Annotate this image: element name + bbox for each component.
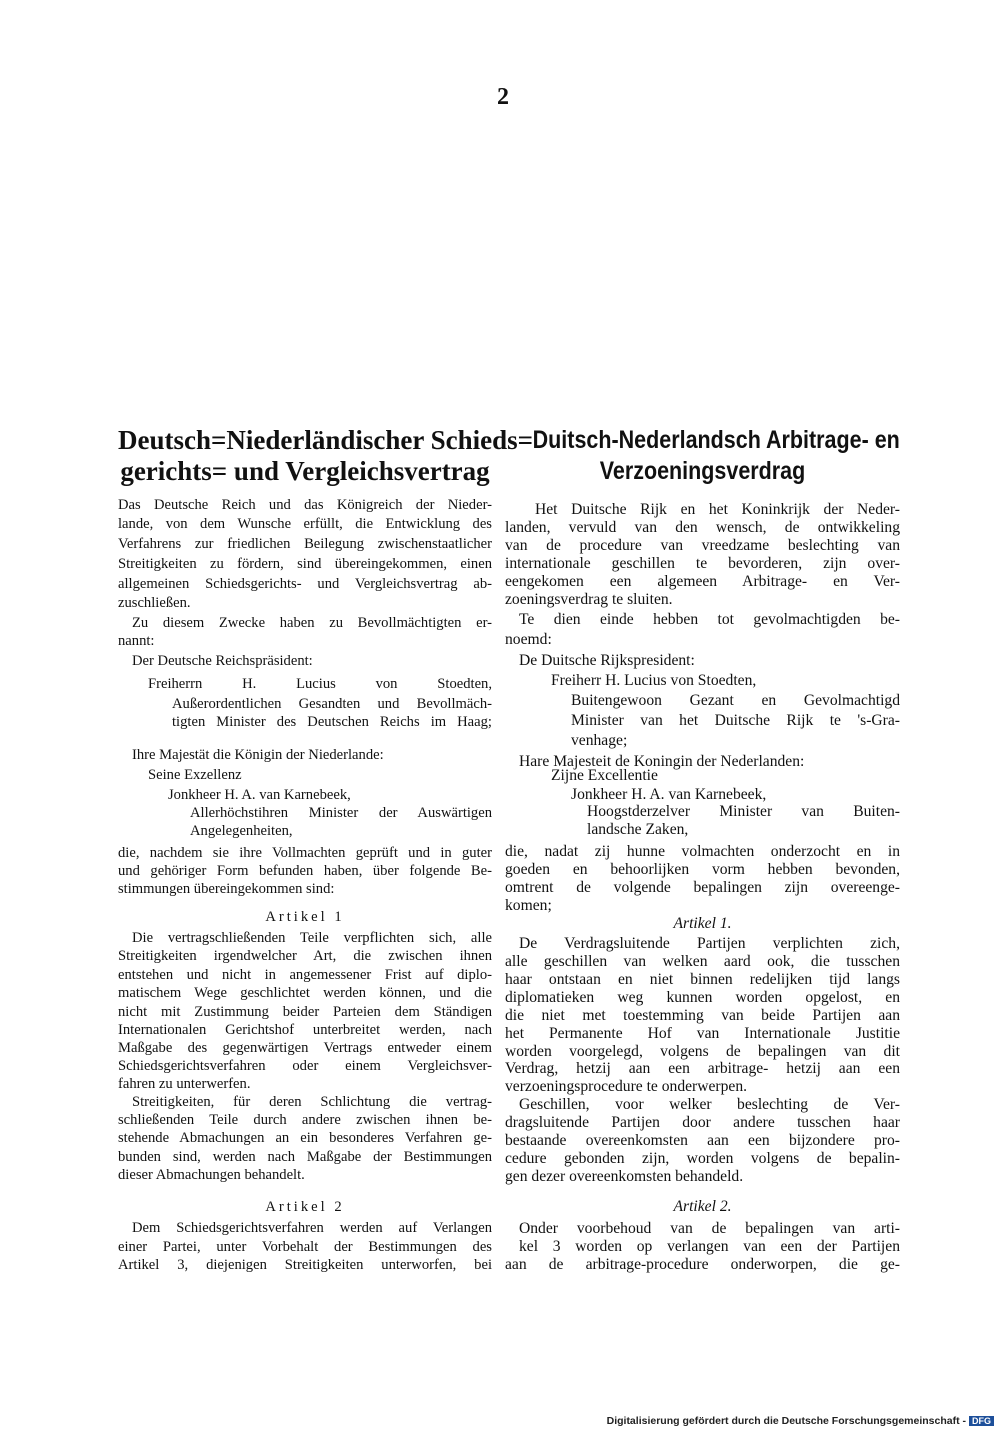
text-line: dieser Abmachungen behandelt.: [118, 1167, 305, 1183]
text-line: De Verdragsluitende Partijen verplichten zich,: [519, 935, 900, 952]
text-line: Zijne Excellentie: [551, 767, 658, 784]
text-line: haar ontstaan en niet binnen redelijken tijd langs: [505, 971, 900, 988]
text-line: Geschillen, voor welker beslechting de Ver-: [519, 1096, 900, 1113]
text-line: Zu diesem Zwecke haben zu Bevollmächtigten er-: [132, 615, 492, 631]
text-line: diplomatieken weg kunnen worden opgelost, en: [505, 989, 900, 1006]
text-line: Hoogstderzelver Minister van Buiten-: [587, 803, 900, 820]
text-line: Streitigkeiten, für deren Schlichtung die vertrag-: [132, 1094, 492, 1110]
page-number: 2: [497, 84, 509, 110]
footer-text: Digitalisierung gefördert durch die Deutsche Forschungsgemeinschaft -: [606, 1415, 966, 1427]
text-line: Internationalen Gerichtshof unterbreitet werden, nach: [118, 1022, 492, 1038]
text-line: goeden en behoorlijken vorm hebben bevonden,: [505, 861, 900, 878]
text-line: Dem Schiedsgerichtsverfahren werden auf Verlangen: [132, 1220, 492, 1236]
text-line: schließenden Teile durch andere zwischen ihnen be-: [118, 1112, 492, 1128]
dfg-logo: DFG: [969, 1416, 994, 1426]
title-line: Duitsch-Nederlandsch Arbitrage- en: [532, 426, 900, 454]
text-line: matischem Wege geschlichtet werden können, und die: [118, 985, 492, 1001]
text-line: Freiherrn H. Lucius von Stoedten,: [148, 676, 492, 692]
text-line: Het Duitsche Rijk en het Koninkrijk der Neder-: [535, 501, 900, 518]
text-line: bunden sind, werden nach Maßgabe der Bestimmungen: [118, 1149, 492, 1165]
text-line: noemd:: [505, 631, 552, 648]
text-line: tigten Minister des Deutschen Reichs im Haag;: [172, 714, 492, 730]
text-line: Jonkheer H. A. van Karnebeek,: [168, 787, 351, 803]
text-line: Hare Majesteit de Koningin der Nederlanden:: [519, 753, 805, 770]
article-heading: Artikel 2.: [673, 1198, 732, 1215]
text-line: Der Deutsche Reichspräsident:: [132, 653, 313, 669]
text-line: komen;: [505, 897, 552, 914]
text-line: Das Deutsche Reich und das Königreich der Nieder-: [118, 497, 492, 513]
text-line: Die vertragschließenden Teile verpflichten sich, alle: [132, 930, 492, 946]
text-line: Maßgabe des gegenwärtigen Vertrags entweder einem: [118, 1040, 492, 1056]
text-line: dragsluitende Partijen door andere tusschen haar: [505, 1114, 900, 1131]
text-line: worden voorgelegd, volgens de bepalingen van dit: [505, 1043, 900, 1060]
article-heading: Artikel 1.: [673, 915, 732, 932]
text-line: Außerordentlichen Gesandten und Bevollmäch-: [172, 696, 492, 712]
text-line: und gehöriger Form befunden haben, über folgende Be-: [118, 863, 492, 879]
title-line: gerichts= und Vergleichsvertrag: [120, 456, 490, 486]
text-line: Schiedsgerichtsverfahren oder einem Vergleichsver-: [118, 1058, 492, 1074]
title-line: Deutsch=Niederländischer Schieds=: [118, 425, 534, 455]
text-line: Freiherr H. Lucius von Stoedten,: [551, 672, 757, 689]
text-line: einer Partei, unter Vorbehalt der Bestimmungen des: [118, 1239, 492, 1255]
article-heading: Artikel 2: [265, 1199, 345, 1215]
text-line: cedure gebonden zijn, worden volgens de bepalin-: [505, 1150, 900, 1167]
text-line: stimmungen übereingekommen sind:: [118, 881, 335, 897]
text-line: allgemeinen Schiedsgerichts- und Vergleichsvertrag ab-: [118, 576, 492, 592]
text-line: het Permanente Hof van Internationale Justitie: [505, 1025, 900, 1042]
text-line: alle geschillen van welken aard ook, die tusschen: [505, 953, 900, 970]
text-line: eengekomen een algemeen Arbitrage- en Ver-: [505, 573, 900, 590]
title-line: Verzoeningsverdrag: [599, 457, 806, 485]
text-line: verzoeningsprocedure te onderwerpen.: [505, 1078, 748, 1095]
text-line: nicht mit Zustimmung beider Parteien dem Ständigen: [118, 1004, 492, 1020]
text-line: fahren zu unterwerfen.: [118, 1076, 251, 1092]
text-line: entstehen und nicht in angemessener Frist auf diplo-: [118, 967, 492, 983]
text-line: Allerhöchstihren Minister der Auswärtigen: [190, 805, 492, 821]
footer-credit: [607, 1415, 994, 1427]
text-line: nannt:: [118, 633, 155, 649]
text-line: Jonkheer H. A. van Karnebeek,: [571, 786, 767, 803]
text-line: Artikel 3, diejenigen Streitigkeiten unterworfen, bei: [118, 1257, 492, 1273]
text-line: die niet met toestemming van beide Partijen aan: [505, 1007, 900, 1024]
text-line: Te dien einde hebben tot gevolmachtigden be-: [519, 611, 900, 628]
text-line: aan de arbitrage-procedure onderworpen, die ge-: [505, 1256, 900, 1273]
text-line: Ihre Majestät die Königin der Niederlande:: [132, 747, 384, 763]
text-line: landen, vervuld van den wensch, de ontwikkeling: [505, 519, 900, 536]
text-line: die, nachdem sie ihre Vollmachten geprüft und in guter: [118, 845, 492, 861]
text-line: bestaande overeenkomsten aan een bijzondere pro-: [505, 1132, 900, 1149]
text-line: omtrent de volgende bepalingen zijn overeenge-: [505, 879, 900, 896]
text-line: Minister van het Duitsche Rijk te 's-Gra-: [571, 712, 900, 729]
text-line: De Duitsche Rijkspresident:: [519, 652, 695, 669]
text-line: Angelegenheiten,: [190, 823, 293, 839]
article-heading: Artikel 1: [265, 909, 345, 925]
text-line: Streitigkeiten irgendwelcher Art, die zwischen ihnen: [118, 948, 492, 964]
text-line: Verdrag, hetzij aan een arbitrage- hetzij aan een: [505, 1060, 900, 1077]
text-line: Onder voorbehoud van de bepalingen van arti-: [519, 1220, 900, 1237]
text-line: Streitigkeiten zu fördern, sind übereingekommen, einen: [118, 556, 492, 572]
text-line: gen dezer overeenkomsten behandeld.: [505, 1168, 744, 1185]
text-line: Seine Exzellenz: [148, 767, 242, 783]
text-line: lande, von dem Wunsche erfüllt, die Entwicklung des: [118, 516, 492, 532]
text-line: stehende Abmachungen an ein besonderes Verfahren ge-: [118, 1130, 492, 1146]
text-line: venhage;: [571, 732, 628, 749]
text-line: internationale geschillen te bevorderen, zijn over-: [505, 555, 900, 572]
text-line: landsche Zaken,: [587, 821, 689, 838]
text-line: zuschließen.: [118, 595, 191, 611]
text-line: Buitengewoon Gezant en Gevolmachtigd: [571, 692, 900, 709]
text-line: Verfahrens zur friedlichen Beilegung zwischenstaatlicher: [118, 536, 492, 552]
text-line: van de procedure van vreedzame beslechting van: [505, 537, 900, 554]
text-line: die, nadat zij hunne volmachten onderzocht en in: [505, 843, 900, 860]
text-line: zoeningsverdrag te sluiten.: [505, 591, 673, 608]
text-line: kel 3 worden op verlangen van een der Partijen: [519, 1238, 900, 1255]
